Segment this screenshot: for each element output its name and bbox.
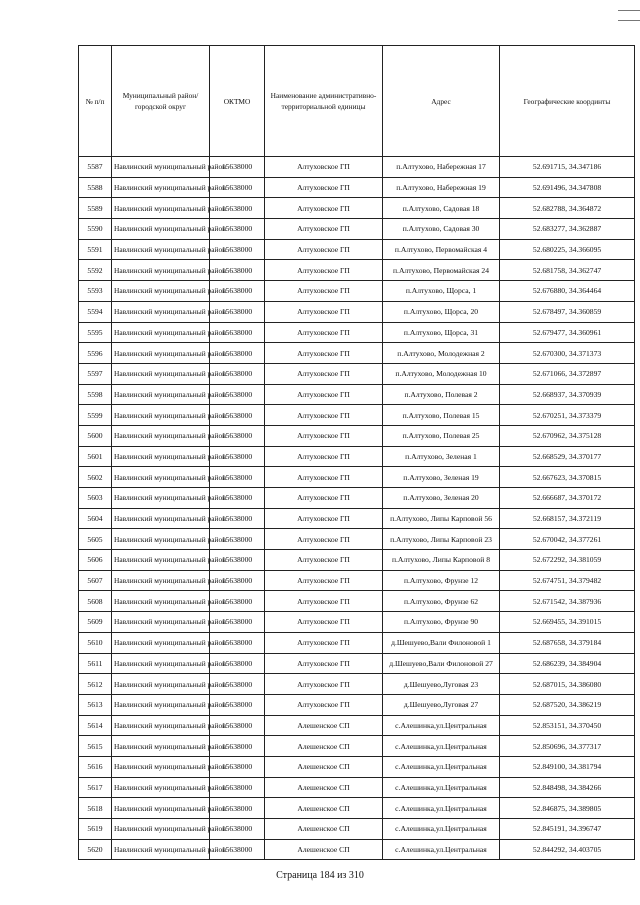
cell-coordinates: 52.672292, 34.381059 — [500, 550, 635, 571]
cell-coordinates: 52.676880, 34.364464 — [500, 281, 635, 302]
cell-municipality: Навлинский муниципальный район — [112, 674, 210, 695]
cell-admin-unit: Алтуховское ГП — [265, 612, 383, 633]
cell-coordinates: 52.667623, 34.370815 — [500, 467, 635, 488]
table-row — [79, 819, 635, 840]
cell-address: п.Алтухово, Набережная 17 — [383, 157, 500, 178]
cell-address: п.Алтухово, Полевая 25 — [383, 425, 500, 446]
cell-number: 5609 — [79, 612, 112, 633]
cell-address: п.Алтухово, Садовая 18 — [383, 198, 500, 219]
cell-municipality: Навлинский муниципальный район — [112, 384, 210, 405]
table-row — [79, 529, 635, 550]
cell-coordinates: 52.668529, 34.370177 — [500, 446, 635, 467]
cell-oktmo: 15638000 — [210, 260, 265, 281]
cell-number: 5597 — [79, 363, 112, 384]
cell-address: п.Алтухово, Щорса, 1 — [383, 281, 500, 302]
cell-oktmo: 15638000 — [210, 715, 265, 736]
cell-municipality: Навлинский муниципальный район — [112, 798, 210, 819]
table-row — [79, 570, 635, 591]
cell-admin-unit: Алешенское СП — [265, 715, 383, 736]
cell-oktmo: 15638000 — [210, 239, 265, 260]
cell-coordinates: 52.666687, 34.370172 — [500, 488, 635, 509]
cell-number: 5607 — [79, 570, 112, 591]
cell-coordinates: 52.682788, 34.364872 — [500, 198, 635, 219]
cell-oktmo: 15638000 — [210, 322, 265, 343]
cell-municipality: Навлинский муниципальный район — [112, 239, 210, 260]
edge-mark — [618, 20, 640, 21]
cell-number: 5619 — [79, 819, 112, 840]
cell-admin-unit: Алтуховское ГП — [265, 219, 383, 240]
table-row — [79, 736, 635, 757]
cell-admin-unit: Алтуховское ГП — [265, 632, 383, 653]
cell-number: 5617 — [79, 777, 112, 798]
cell-municipality: Навлинский муниципальный район — [112, 529, 210, 550]
cell-admin-unit: Алтуховское ГП — [265, 488, 383, 509]
cell-admin-unit: Алешенское СП — [265, 819, 383, 840]
cell-address: п.Алтухово, Садовая 30 — [383, 219, 500, 240]
cell-admin-unit: Алтуховское ГП — [265, 529, 383, 550]
cell-oktmo: 15638000 — [210, 219, 265, 240]
cell-admin-unit: Алтуховское ГП — [265, 239, 383, 260]
cell-address: п.Алтухово, Первомайская 24 — [383, 260, 500, 281]
cell-admin-unit: Алешенское СП — [265, 756, 383, 777]
cell-address: д.Шешуево,Луговая 23 — [383, 674, 500, 695]
header-municipality: Муниципальный район/городской округ — [112, 46, 210, 157]
cell-municipality: Навлинский муниципальный район — [112, 198, 210, 219]
header-number: № п/п — [79, 46, 112, 157]
cell-oktmo: 15638000 — [210, 467, 265, 488]
cell-municipality: Навлинский муниципальный район — [112, 157, 210, 178]
cell-oktmo: 15638000 — [210, 756, 265, 777]
cell-oktmo: 15638000 — [210, 301, 265, 322]
cell-address: п.Алтухово, Щорса, 20 — [383, 301, 500, 322]
cell-oktmo: 15638000 — [210, 446, 265, 467]
cell-admin-unit: Алтуховское ГП — [265, 425, 383, 446]
cell-oktmo: 15638000 — [210, 405, 265, 426]
cell-number: 5593 — [79, 281, 112, 302]
cell-admin-unit: Алтуховское ГП — [265, 570, 383, 591]
cell-coordinates: 52.681758, 34.362747 — [500, 260, 635, 281]
table-header — [79, 46, 635, 157]
cell-number: 5612 — [79, 674, 112, 695]
cell-number: 5605 — [79, 529, 112, 550]
cell-municipality: Навлинский муниципальный район — [112, 653, 210, 674]
cell-oktmo: 15638000 — [210, 529, 265, 550]
table-row — [79, 756, 635, 777]
cell-number: 5615 — [79, 736, 112, 757]
cell-municipality: Навлинский муниципальный район — [112, 301, 210, 322]
cell-admin-unit: Алтуховское ГП — [265, 157, 383, 178]
cell-oktmo: 15638000 — [210, 839, 265, 860]
cell-coordinates: 52.846875, 34.389805 — [500, 798, 635, 819]
cell-number: 5614 — [79, 715, 112, 736]
cell-address: п.Алтухово, Первомайская 4 — [383, 239, 500, 260]
cell-oktmo: 15638000 — [210, 508, 265, 529]
cell-number: 5616 — [79, 756, 112, 777]
cell-oktmo: 15638000 — [210, 819, 265, 840]
cell-coordinates: 52.678497, 34.360859 — [500, 301, 635, 322]
cell-admin-unit: Алтуховское ГП — [265, 198, 383, 219]
cell-municipality: Навлинский муниципальный район — [112, 777, 210, 798]
cell-municipality: Навлинский муниципальный район — [112, 736, 210, 757]
cell-municipality: Навлинский муниципальный район — [112, 219, 210, 240]
cell-number: 5599 — [79, 405, 112, 426]
cell-number: 5603 — [79, 488, 112, 509]
cell-number: 5610 — [79, 632, 112, 653]
cell-address: с.Алешинка,ул.Центральная — [383, 798, 500, 819]
table-row — [79, 508, 635, 529]
cell-municipality: Навлинский муниципальный район — [112, 467, 210, 488]
cell-municipality: Навлинский муниципальный район — [112, 756, 210, 777]
cell-oktmo: 15638000 — [210, 798, 265, 819]
cell-address: с.Алешинка,ул.Центральная — [383, 839, 500, 860]
cell-oktmo: 15638000 — [210, 384, 265, 405]
table-row — [79, 157, 635, 178]
cell-municipality: Навлинский муниципальный район — [112, 343, 210, 364]
table-row — [79, 405, 635, 426]
cell-municipality: Навлинский муниципальный район — [112, 488, 210, 509]
cell-address: п.Алтухово, Зеленая 1 — [383, 446, 500, 467]
cell-number: 5618 — [79, 798, 112, 819]
table-row — [79, 198, 635, 219]
cell-oktmo: 15638000 — [210, 674, 265, 695]
table-row — [79, 488, 635, 509]
cell-municipality: Навлинский муниципальный район — [112, 322, 210, 343]
cell-address: с.Алешинка,ул.Центральная — [383, 736, 500, 757]
cell-municipality: Навлинский муниципальный район — [112, 363, 210, 384]
cell-coordinates: 52.687658, 34.379184 — [500, 632, 635, 653]
cell-coordinates: 52.850696, 34.377317 — [500, 736, 635, 757]
cell-admin-unit: Алешенское СП — [265, 736, 383, 757]
cell-number: 5589 — [79, 198, 112, 219]
cell-number: 5596 — [79, 343, 112, 364]
table-row — [79, 177, 635, 198]
cell-address: п.Алтухово, Фрунзе 62 — [383, 591, 500, 612]
cell-municipality: Навлинский муниципальный район — [112, 570, 210, 591]
cell-address: п.Алтухово, Полевая 15 — [383, 405, 500, 426]
cell-admin-unit: Алтуховское ГП — [265, 694, 383, 715]
cell-admin-unit: Алтуховское ГП — [265, 591, 383, 612]
cell-address: д.Шешуево,Вали Филоновой 27 — [383, 653, 500, 674]
table-row — [79, 550, 635, 571]
cell-admin-unit: Алтуховское ГП — [265, 405, 383, 426]
cell-number: 5613 — [79, 694, 112, 715]
header-coordinates: Географические координты — [500, 46, 635, 157]
cell-coordinates: 52.674751, 34.379482 — [500, 570, 635, 591]
table-row — [79, 467, 635, 488]
header-address: Адрес — [383, 46, 500, 157]
table-row — [79, 281, 635, 302]
table-row — [79, 260, 635, 281]
cell-oktmo: 15638000 — [210, 550, 265, 571]
cell-municipality: Навлинский муниципальный район — [112, 260, 210, 281]
cell-admin-unit: Алтуховское ГП — [265, 446, 383, 467]
cell-address: п.Алтухово, Молодежная 10 — [383, 363, 500, 384]
cell-oktmo: 15638000 — [210, 777, 265, 798]
cell-admin-unit: Алтуховское ГП — [265, 301, 383, 322]
table-row — [79, 694, 635, 715]
cell-admin-unit: Алтуховское ГП — [265, 550, 383, 571]
cell-municipality: Навлинский муниципальный район — [112, 508, 210, 529]
cell-number: 5601 — [79, 446, 112, 467]
cell-oktmo: 15638000 — [210, 488, 265, 509]
cell-oktmo: 15638000 — [210, 632, 265, 653]
cell-address: п.Алтухово, Молодежная 2 — [383, 343, 500, 364]
cell-municipality: Навлинский муниципальный район — [112, 446, 210, 467]
cell-coordinates: 52.669455, 34.391015 — [500, 612, 635, 633]
table-row — [79, 591, 635, 612]
cell-address: п.Алтухово, Зеленая 19 — [383, 467, 500, 488]
cell-address: с.Алешинка,ул.Центральная — [383, 715, 500, 736]
cell-admin-unit: Алешенское СП — [265, 777, 383, 798]
cell-oktmo: 15638000 — [210, 570, 265, 591]
cell-municipality: Навлинский муниципальный район — [112, 177, 210, 198]
table-row — [79, 446, 635, 467]
cell-coordinates: 52.679477, 34.360961 — [500, 322, 635, 343]
table-row — [79, 343, 635, 364]
cell-address: п.Алтухово, Липы Карповой 56 — [383, 508, 500, 529]
cell-admin-unit: Алешенское СП — [265, 798, 383, 819]
table-row — [79, 363, 635, 384]
cell-coordinates: 52.848498, 34.384266 — [500, 777, 635, 798]
cell-address: с.Алешинка,ул.Центральная — [383, 756, 500, 777]
cell-municipality: Навлинский муниципальный район — [112, 405, 210, 426]
cell-oktmo: 15638000 — [210, 281, 265, 302]
cell-address: п.Алтухово, Щорса, 31 — [383, 322, 500, 343]
table-row — [79, 301, 635, 322]
cell-oktmo: 15638000 — [210, 425, 265, 446]
cell-coordinates: 52.671542, 34.387936 — [500, 591, 635, 612]
cell-oktmo: 15638000 — [210, 343, 265, 364]
cell-number: 5590 — [79, 219, 112, 240]
cell-municipality: Навлинский муниципальный район — [112, 425, 210, 446]
cell-number: 5591 — [79, 239, 112, 260]
cell-number: 5587 — [79, 157, 112, 178]
cell-municipality: Навлинский муниципальный район — [112, 281, 210, 302]
cell-admin-unit: Алтуховское ГП — [265, 467, 383, 488]
cell-number: 5600 — [79, 425, 112, 446]
cell-address: п.Алтухово, Полевая 2 — [383, 384, 500, 405]
cell-address: п.Алтухово, Набережная 19 — [383, 177, 500, 198]
cell-municipality: Навлинский муниципальный район — [112, 694, 210, 715]
cell-coordinates: 52.687015, 34.386080 — [500, 674, 635, 695]
cell-coordinates: 52.844292, 34.403705 — [500, 839, 635, 860]
table-row — [79, 632, 635, 653]
page-number: Страница 184 из 310 — [276, 870, 364, 881]
cell-municipality: Навлинский муниципальный район — [112, 819, 210, 840]
cell-coordinates: 52.668157, 34.372119 — [500, 508, 635, 529]
cell-address: д.Шешуево,Луговая 27 — [383, 694, 500, 715]
header-admin-unit: Наименование административно-территориальной единицы — [265, 46, 383, 157]
cell-number: 5620 — [79, 839, 112, 860]
cell-number: 5592 — [79, 260, 112, 281]
cell-coordinates: 52.683277, 34.362887 — [500, 219, 635, 240]
cell-number: 5604 — [79, 508, 112, 529]
cell-address: п.Алтухово, Липы Карповой 23 — [383, 529, 500, 550]
table-row — [79, 674, 635, 695]
cell-oktmo: 15638000 — [210, 198, 265, 219]
table-row — [79, 425, 635, 446]
table-row — [79, 612, 635, 633]
cell-number: 5608 — [79, 591, 112, 612]
cell-oktmo: 15638000 — [210, 736, 265, 757]
cell-number: 5588 — [79, 177, 112, 198]
cell-address: с.Алешинка,ул.Центральная — [383, 777, 500, 798]
cell-coordinates: 52.670042, 34.377261 — [500, 529, 635, 550]
cell-oktmo: 15638000 — [210, 694, 265, 715]
cell-oktmo: 15638000 — [210, 177, 265, 198]
cell-address: п.Алтухово, Фрунзе 90 — [383, 612, 500, 633]
cell-coordinates: 52.668937, 34.370939 — [500, 384, 635, 405]
cell-admin-unit: Алтуховское ГП — [265, 363, 383, 384]
cell-number: 5611 — [79, 653, 112, 674]
cell-admin-unit: Алтуховское ГП — [265, 508, 383, 529]
header-oktmo: ОКТМО — [210, 46, 265, 157]
cell-coordinates: 52.691496, 34.347808 — [500, 177, 635, 198]
cell-admin-unit: Алтуховское ГП — [265, 653, 383, 674]
cell-admin-unit: Алтуховское ГП — [265, 177, 383, 198]
cell-oktmo: 15638000 — [210, 363, 265, 384]
table-row — [79, 653, 635, 674]
cell-oktmo: 15638000 — [210, 612, 265, 633]
cell-number: 5595 — [79, 322, 112, 343]
table-row — [79, 322, 635, 343]
cell-address: д.Шешуево,Вали Филоновой 1 — [383, 632, 500, 653]
cell-coordinates: 52.670300, 34.371373 — [500, 343, 635, 364]
table-row — [79, 777, 635, 798]
cell-admin-unit: Алтуховское ГП — [265, 322, 383, 343]
cell-admin-unit: Алтуховское ГП — [265, 281, 383, 302]
cell-coordinates: 52.686239, 34.384904 — [500, 653, 635, 674]
cell-admin-unit: Алешенское СП — [265, 839, 383, 860]
cell-address: п.Алтухово, Зеленая 20 — [383, 488, 500, 509]
edge-mark — [618, 10, 640, 11]
cell-municipality: Навлинский муниципальный район — [112, 612, 210, 633]
cell-municipality: Навлинский муниципальный район — [112, 839, 210, 860]
cell-coordinates: 52.691715, 34.347186 — [500, 157, 635, 178]
cell-number: 5602 — [79, 467, 112, 488]
cell-admin-unit: Алтуховское ГП — [265, 343, 383, 364]
cell-number: 5598 — [79, 384, 112, 405]
cell-address: п.Алтухово, Липы Карповой 8 — [383, 550, 500, 571]
table-row — [79, 219, 635, 240]
cell-coordinates: 52.671066, 34.372897 — [500, 363, 635, 384]
cell-number: 5606 — [79, 550, 112, 571]
cell-admin-unit: Алтуховское ГП — [265, 674, 383, 695]
cell-admin-unit: Алтуховское ГП — [265, 260, 383, 281]
table-body — [79, 157, 635, 860]
cell-address: п.Алтухово, Фрунзе 12 — [383, 570, 500, 591]
cell-oktmo: 15638000 — [210, 157, 265, 178]
cell-admin-unit: Алтуховское ГП — [265, 384, 383, 405]
cell-municipality: Навлинский муниципальный район — [112, 550, 210, 571]
cell-municipality: Навлинский муниципальный район — [112, 715, 210, 736]
cell-number: 5594 — [79, 301, 112, 322]
table-row — [79, 839, 635, 860]
cell-municipality: Навлинский муниципальный район — [112, 591, 210, 612]
cell-address: с.Алешинка,ул.Центральная — [383, 819, 500, 840]
cell-coordinates: 52.670251, 34.373379 — [500, 405, 635, 426]
cell-coordinates: 52.687520, 34.386219 — [500, 694, 635, 715]
cell-oktmo: 15638000 — [210, 653, 265, 674]
cell-coordinates: 52.680225, 34.366095 — [500, 239, 635, 260]
cell-oktmo: 15638000 — [210, 591, 265, 612]
table-row — [79, 239, 635, 260]
cell-coordinates: 52.670962, 34.375128 — [500, 425, 635, 446]
cell-coordinates: 52.849100, 34.381794 — [500, 756, 635, 777]
table-row — [79, 715, 635, 736]
table-row — [79, 384, 635, 405]
data-table — [78, 45, 635, 860]
cell-coordinates: 52.845191, 34.396747 — [500, 819, 635, 840]
table-row — [79, 798, 635, 819]
cell-coordinates: 52.853151, 34.370450 — [500, 715, 635, 736]
cell-municipality: Навлинский муниципальный район — [112, 632, 210, 653]
